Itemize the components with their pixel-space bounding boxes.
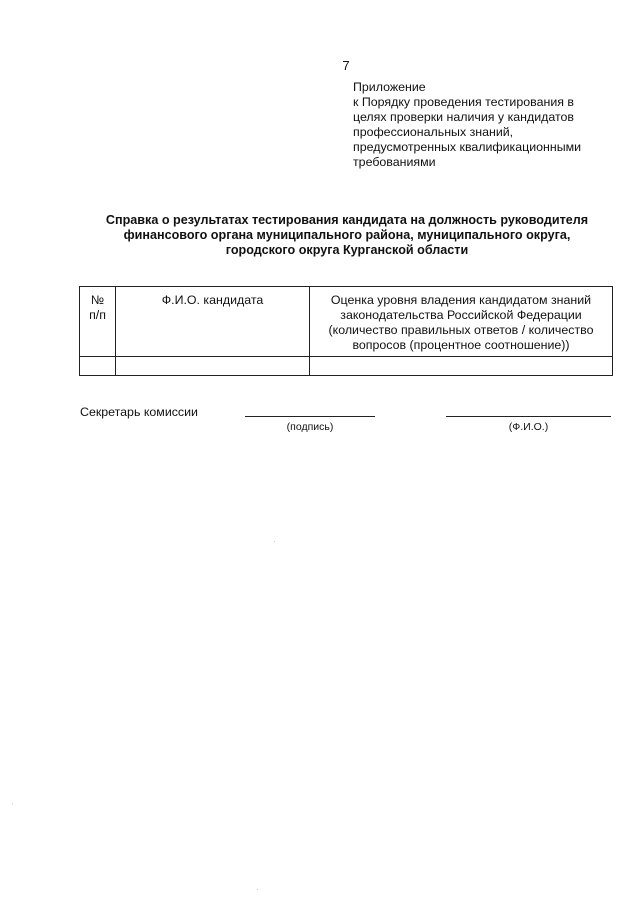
scan-speck <box>257 889 258 890</box>
header-score <box>310 287 613 357</box>
header-candidate-name: Ф.И.О. кандидата <box>116 287 310 357</box>
cell-number <box>80 357 116 376</box>
name-caption: (Ф.И.О.) <box>508 421 549 433</box>
header-score-line: (количество правильных ответов / количество <box>328 323 594 337</box>
table-header-row <box>80 287 613 357</box>
title-line: Справка о результатах тестирования кандидата на должность руководителя <box>105 213 589 227</box>
signature-line <box>245 416 375 417</box>
appendix-line: Приложение <box>353 80 426 94</box>
scan-speck <box>12 803 13 804</box>
header-number-line: № <box>90 293 105 307</box>
title-line: городского округа Курганской области <box>225 243 469 257</box>
appendix-line: целях проверки наличия у кандидатов <box>353 110 575 124</box>
document-title <box>60 213 634 258</box>
results-table <box>79 286 613 376</box>
secretary-label: Секретарь комиссии <box>80 405 198 419</box>
signature-caption: (подпись) <box>286 421 334 433</box>
header-number-line: п/п <box>89 308 106 322</box>
table-row <box>80 357 613 376</box>
appendix-line: к Порядку проведения тестирования в <box>353 95 574 109</box>
appendix-line: предусмотренных квалификационными <box>353 140 582 154</box>
name-line <box>446 416 611 417</box>
cell-candidate-name <box>116 357 310 376</box>
appendix-line: требованиями <box>353 155 436 169</box>
appendix-note <box>353 80 613 170</box>
cell-score <box>310 357 613 376</box>
appendix-line: профессиональных знаний, <box>353 125 514 139</box>
header-score-line: законодательства Российской Федерации <box>340 308 582 322</box>
header-number <box>80 287 116 357</box>
header-score-line: вопросов (процентное соотношение)) <box>352 338 570 352</box>
page-number: 7 <box>342 58 350 73</box>
header-score-line: Оценка уровня владения кандидатом знаний <box>330 293 592 307</box>
title-line: финансового органа муниципального района, муниципального округа, <box>123 228 571 242</box>
scan-speck <box>274 541 275 542</box>
